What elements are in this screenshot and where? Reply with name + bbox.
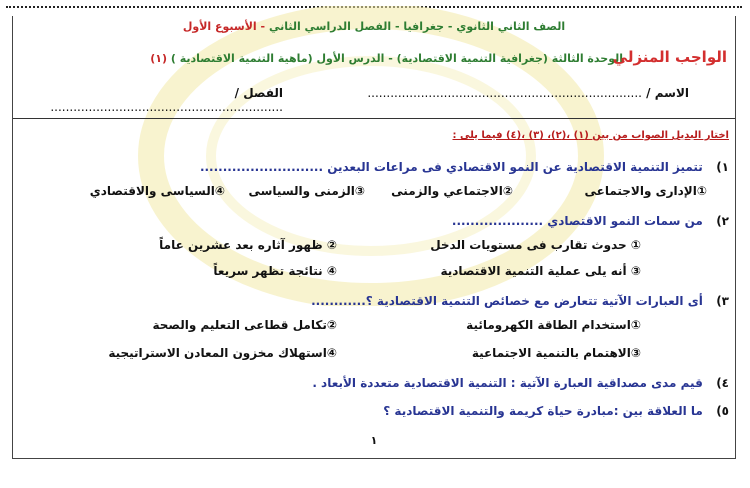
question-number: ٤) — [716, 376, 729, 390]
class-dots: ............................................................. — [50, 100, 283, 114]
worksheet — [6, 2, 742, 458]
question-text: أى العبارات الآتية تتعارض مع خصائص التنمية الاقتصادية ؟............ — [311, 294, 703, 308]
q2-option-1[interactable]: ① حدوث تقارب فى مستويات الدخل — [430, 238, 641, 252]
subject-label: جغرافيا — [403, 20, 444, 33]
q3-option-3[interactable]: ③الاهتمام بالتنمية الاجتماعية — [471, 346, 641, 360]
question-text: من سمات النمو الاقتصادي .................... — [451, 214, 703, 228]
name-dots: ........................................................................ — [367, 86, 642, 100]
class-field[interactable] — [13, 86, 283, 114]
question-5 — [383, 404, 729, 418]
name-field[interactable] — [367, 86, 689, 100]
question-text: ما العلاقة بين :مبادرة حياة كريمة والتنمية الاقتصادية ؟ — [383, 404, 703, 418]
question-number: ٣) — [716, 294, 729, 308]
q3-option-1[interactable]: ①استخدام الطاقة الكهرومائية — [466, 318, 641, 332]
unit-label: الوحدة الثالثة (جغرافية التنمية الاقتصادية) — [396, 52, 623, 65]
worksheet-body — [12, 118, 736, 459]
question-number: ٥) — [716, 404, 729, 418]
q1-option-3[interactable]: ③الزمنى والسياسى — [248, 184, 365, 198]
question-number: ٢) — [716, 214, 729, 228]
grade-label: الصف الثاني الثانوي — [456, 20, 566, 33]
homework-title: الواجب المنزلي — [612, 48, 727, 66]
q2-option-2[interactable]: ② ظهور آثاره بعد عشرين عاماً — [159, 238, 337, 252]
q2-option-4[interactable]: ④ نتائجة تظهر سريعاً — [213, 264, 337, 278]
header-line-course: الصف الثاني الثانوي - جغرافيا - الفصل الدراسي الثاني - الأسبوع الأول — [182, 20, 566, 33]
question-text: قيم مدى مصداقية العبارة الآتية : التنمية الاقتصادية متعددة الأبعاد . — [312, 376, 703, 390]
question-4 — [312, 376, 729, 390]
name-label: الاسم / — [646, 86, 689, 100]
question-number: ١) — [716, 160, 729, 174]
q3-option-2[interactable]: ②تكامل قطاعى التعليم والصحة — [152, 318, 337, 332]
q1-option-1[interactable]: ①الإدارى والاجتماعى — [584, 184, 707, 198]
instruction-text: اختار البديل الصواب من بين (١) ،(٢)، (٣) ،(٤) فيما يلى : — [452, 130, 729, 141]
homework-number: (١) — [150, 52, 168, 65]
worksheet-header — [12, 16, 736, 119]
header-line-unit: الوحدة الثالثة (جغرافية التنمية الاقتصادية) - الدرس الأول (ماهية التنمية الاقتصادية ) (١) — [150, 52, 623, 65]
week-label: الأسبوع الأول — [182, 20, 257, 33]
q1-option-4[interactable]: ④السياسى والاقتصادي — [89, 184, 225, 198]
page-number: ١ — [370, 434, 378, 447]
question-text: تتميز التنمية الاقتصادية عن النمو الاقتصادي فى مراعات البعدين ........................... — [199, 160, 703, 174]
term-label: الفصل الدراسي الثاني — [268, 20, 392, 33]
q2-option-3[interactable]: ③ أنه يلى عملية التنمية الاقتصادية — [440, 264, 641, 278]
question-2 — [452, 214, 729, 228]
q3-option-4[interactable]: ④استهلاك مخزون المعادن الاستراتيجية — [108, 346, 337, 360]
question-3 — [311, 294, 729, 308]
top-dotted-rule — [6, 6, 742, 8]
question-1 — [200, 160, 729, 174]
q1-option-2[interactable]: ②الاجتماعي والزمنى — [391, 184, 513, 198]
lesson-label: الدرس الأول (ماهية التنمية الاقتصادية ) — [170, 52, 385, 65]
class-label: الفصل / — [234, 86, 283, 100]
